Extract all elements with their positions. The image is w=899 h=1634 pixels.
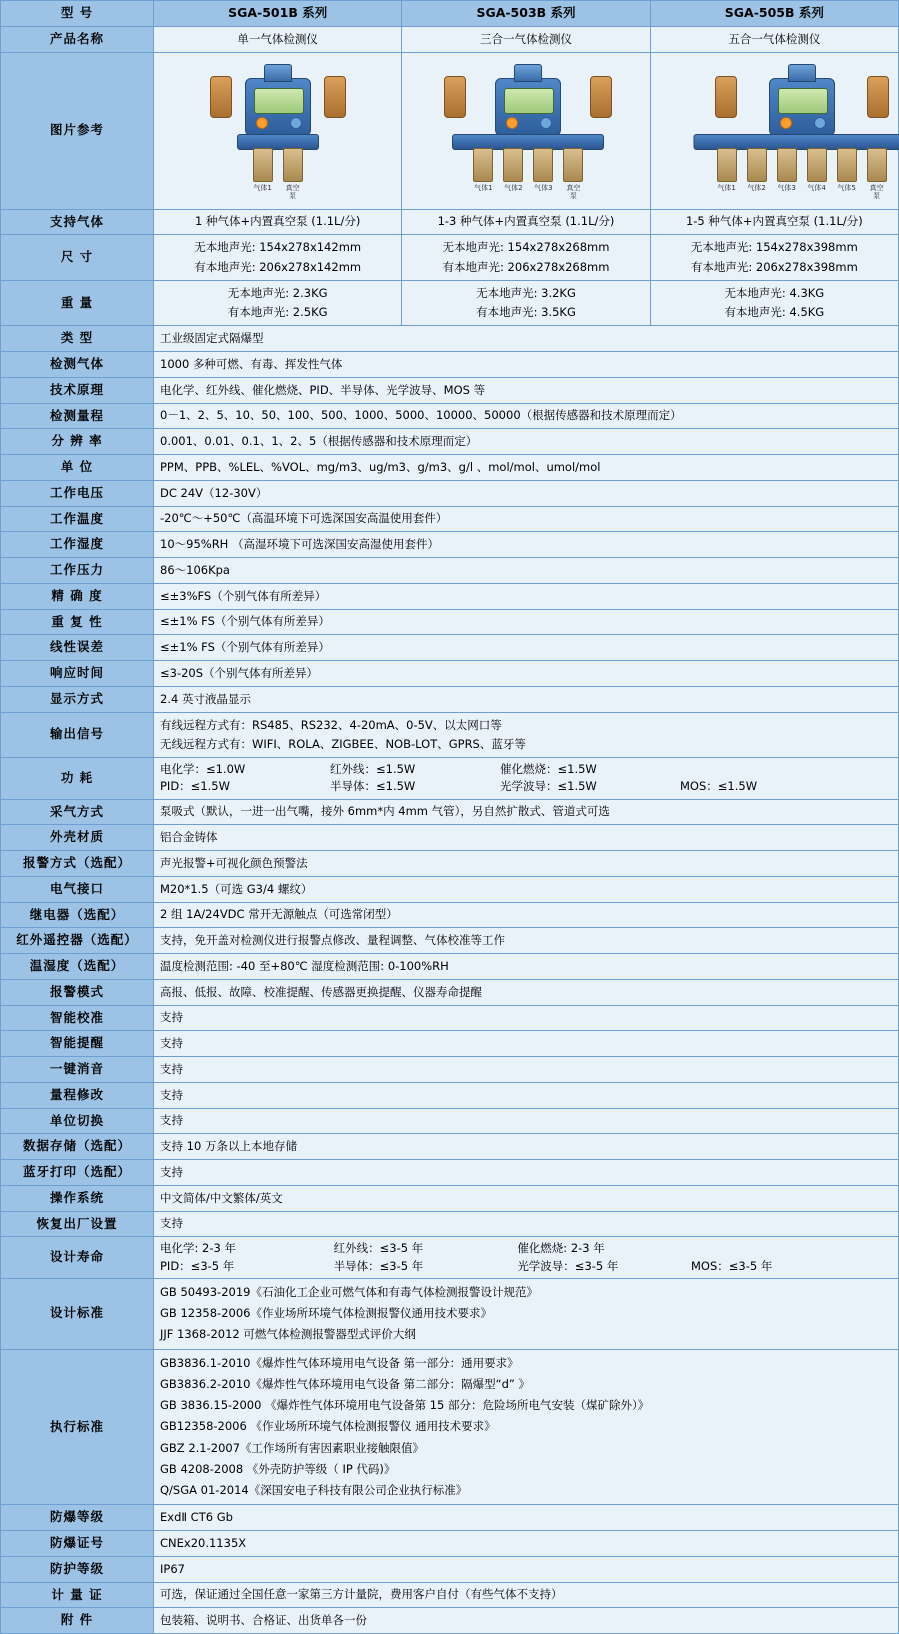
table-row-ip-grade — [1, 1556, 899, 1582]
size-3 — [650, 235, 898, 281]
row-label-os: 操作系统 — [1, 1185, 154, 1211]
row-label-accessories: 附 件 — [1, 1608, 154, 1634]
port-barrel — [253, 148, 273, 182]
table-row-output-signal — [1, 712, 899, 758]
table-row-accuracy — [1, 583, 899, 609]
factory-reset-value: 支持 — [154, 1211, 899, 1237]
port-barrel — [503, 148, 523, 182]
port-label: 气体5 — [837, 183, 856, 192]
weight-no-alarm-3: 无本地声光: 4.3KG — [724, 285, 825, 300]
table-row-accessories — [1, 1608, 899, 1634]
power-semiconductor: 半导体：≤1.5W — [330, 779, 416, 794]
ip-grade-value: IP67 — [154, 1556, 899, 1582]
port-label: 气体1 — [717, 183, 736, 192]
row-label-range-modify: 量程修改 — [1, 1082, 154, 1108]
device-led-blue — [540, 117, 552, 129]
device-side-cap-right — [867, 76, 889, 118]
table-row-relay-opt — [1, 902, 899, 928]
device-ports-3 — [657, 148, 899, 200]
electrical-port-value: M20*1.5（可选 G3/4 螺纹） — [154, 876, 899, 902]
table-row-alarm-mode — [1, 979, 899, 1005]
ex-grade-value: ExdⅡ CT6 Gb — [154, 1505, 899, 1531]
product-name-1: 单一气体检测仪 — [154, 26, 402, 52]
power-optical-waveguide: 光学波导：≤1.5W — [500, 779, 597, 794]
size-no-alarm-2: 无本地声光: 154x278x268mm — [442, 240, 610, 255]
size-no-alarm-1: 无本地声光: 154x278x142mm — [194, 240, 362, 255]
row-label-detect-range: 检测量程 — [1, 403, 154, 429]
row-label-shell-material: 外壳材质 — [1, 825, 154, 851]
life-electrochemical: 电化学: 2-3 年 — [160, 1241, 236, 1256]
port-label: 气体2 — [747, 183, 766, 192]
resolution-value: 0.001、0.01、0.1、1、2、5（根据传感器和技术原理而定） — [154, 429, 899, 455]
device-port — [533, 148, 553, 200]
product-name-2: 三合一气体检测仪 — [402, 26, 650, 52]
row-label-display: 显示方式 — [1, 686, 154, 712]
size-1 — [154, 235, 402, 281]
model-col-2: SGA-503B 系列 — [402, 1, 650, 27]
unit-value: PPM、PPB、%LEL、%VOL、mg/m3、ug/m3、g/m3、g/l 、mol/mol、umol/mol — [154, 455, 899, 481]
row-label-alarm-mode: 报警模式 — [1, 979, 154, 1005]
accuracy-value: ≤±3%FS（个别气体有所差异） — [154, 583, 899, 609]
power-line-1 — [160, 761, 892, 778]
design-standard-item: GB 50493-2019《石油化工企业可燃气体和有毒气体检测报警设计规范》 — [160, 1284, 538, 1299]
table-row-unit — [1, 455, 899, 481]
table-row-work-humidity — [1, 532, 899, 558]
model-col-1: SGA-501B 系列 — [154, 1, 402, 27]
row-label-image-reference: 图片参考 — [1, 52, 154, 209]
range-modify-value: 支持 — [154, 1082, 899, 1108]
power-consumption-value — [154, 758, 899, 800]
row-label-smart-calibration: 智能校准 — [1, 1005, 154, 1031]
one-key-mute-value: 支持 — [154, 1057, 899, 1083]
weight-2 — [402, 280, 650, 326]
row-label-tech-principle: 技术原理 — [1, 377, 154, 403]
support-gas-3: 1-5 种气体+内置真空泵 (1.1L/分) — [650, 209, 898, 235]
accessories-value: 包装箱、说明书、合格证、出货单各一份 — [154, 1608, 899, 1634]
category-value: 工业级固定式隔爆型 — [154, 326, 899, 352]
support-gas-1: 1 种气体+内置真空泵 (1.1L/分) — [154, 209, 402, 235]
life-pid: PID：≤3-5 年 — [160, 1258, 235, 1273]
device-image-3 — [650, 52, 898, 209]
row-label-work-pressure: 工作压力 — [1, 558, 154, 584]
device-port — [283, 148, 303, 200]
row-label-one-key-mute: 一键消音 — [1, 1057, 154, 1083]
data-storage-opt-value: 支持 10 万条以上本地存储 — [154, 1134, 899, 1160]
weight-with-alarm-1: 有本地声光: 2.5KG — [227, 305, 328, 319]
device-led-orange — [256, 117, 268, 129]
row-label-ir-remote-opt: 红外遥控器（选配） — [1, 928, 154, 954]
table-row-shell-material — [1, 825, 899, 851]
row-label-category: 类 型 — [1, 326, 154, 352]
execution-standard-item: GB 3836.15-2000 《爆炸性气体环境用电气设备第 15 部分：危险场所电气安装（煤矿除外）》 — [160, 1398, 650, 1412]
table-row-bluetooth-print-opt — [1, 1160, 899, 1186]
row-label-bluetooth-print-opt: 蓝牙打印（选配） — [1, 1160, 154, 1186]
power-mos: MOS：≤1.5W — [680, 779, 758, 794]
port-barrel — [473, 148, 493, 182]
table-row-weight — [1, 280, 899, 326]
alarm-mode-opt-value: 声光报警+可视化颜色预警法 — [154, 851, 899, 877]
os-value: 中文简体/中文繁体/英文 — [154, 1185, 899, 1211]
output-signal-wired: 有线远程方式有：RS485、RS232、4-20mA、0-5V、以太网口等 — [160, 717, 502, 732]
execution-standard-item: GB 4208-2008 《外壳防护等级（ IP 代码)》 — [160, 1461, 396, 1476]
table-row-execution-standard — [1, 1349, 899, 1505]
design-standard-item: GB 12358-2006《作业场所环境气体检测报警仪通用技术要求》 — [160, 1306, 492, 1320]
device-image-1 — [154, 52, 402, 209]
row-label-product-name: 产品名称 — [1, 26, 154, 52]
ex-cert-no-value: CNEx20.1135X — [154, 1531, 899, 1557]
table-row-smart-calibration — [1, 1005, 899, 1031]
metrology-cert-value: 可选，保证通过全国任意一家第三方计量院，费用客户自付（有些气体不支持） — [154, 1582, 899, 1608]
detect-gas-value: 1000 多种可燃、有毒、挥发性气体 — [154, 352, 899, 378]
row-label-detect-gas: 检测气体 — [1, 352, 154, 378]
device-port — [503, 148, 523, 200]
sampling-value: 泵吸式（默认，一进一出气嘴，接外 6mm*内 4mm 气管），另自然扩散式、管道式可选 — [154, 799, 899, 825]
power-infrared: 红外线：≤1.5W — [330, 762, 416, 776]
response-time-value: ≤3-20S（个别气体有所差异） — [154, 661, 899, 687]
row-label-alarm-mode-opt: 报警方式（选配） — [1, 851, 154, 877]
power-electrochemical: 电化学：≤1.0W — [160, 762, 246, 776]
bluetooth-print-opt-value: 支持 — [154, 1160, 899, 1186]
device-led-orange — [780, 117, 792, 129]
table-row-metrology-cert — [1, 1582, 899, 1608]
device-image-2 — [402, 52, 650, 209]
device-body — [245, 78, 311, 136]
design-life-line-2 — [160, 1258, 892, 1275]
table-row-sampling — [1, 799, 899, 825]
table-row-design-life — [1, 1237, 899, 1279]
power-pid: PID：≤1.5W — [160, 779, 230, 794]
row-label-power-consumption: 功 耗 — [1, 758, 154, 800]
row-label-sampling: 采气方式 — [1, 799, 154, 825]
device-ports-1 — [188, 148, 368, 200]
row-label-temp-humidity-opt: 温湿度（选配） — [1, 954, 154, 980]
execution-standard-item: GBZ 2.1-2007《工作场所有害因素职业接触限值》 — [160, 1440, 425, 1455]
row-label-ex-grade: 防爆等级 — [1, 1505, 154, 1531]
smart-calibration-value: 支持 — [154, 1005, 899, 1031]
port-barrel — [283, 148, 303, 182]
row-label-work-voltage: 工作电压 — [1, 480, 154, 506]
table-row-unit-switch — [1, 1108, 899, 1134]
table-row-product-name — [1, 26, 899, 52]
table-row-ex-grade — [1, 1505, 899, 1531]
weight-3 — [650, 280, 898, 326]
table-row-work-voltage — [1, 480, 899, 506]
row-label-work-temp: 工作温度 — [1, 506, 154, 532]
size-with-alarm-1: 有本地声光: 206x278x142mm — [194, 259, 362, 274]
table-row-detect-range — [1, 403, 899, 429]
device-port — [747, 148, 767, 200]
ir-remote-opt-value: 支持，免开盖对检测仪进行报警点修改、量程调整、气体校准等工作 — [154, 928, 899, 954]
port-barrel — [807, 148, 827, 182]
table-row-electrical-port — [1, 876, 899, 902]
design-life-value — [154, 1237, 899, 1279]
relay-opt-value: 2 组 1A/24VDC 常开无源触点（可选常闭型） — [154, 902, 899, 928]
device-port — [253, 148, 273, 200]
row-label-design-life: 设计寿命 — [1, 1237, 154, 1279]
table-row-resolution — [1, 429, 899, 455]
table-row-ex-cert-no — [1, 1531, 899, 1557]
row-label-accuracy: 精 确 度 — [1, 583, 154, 609]
table-row-range-modify — [1, 1082, 899, 1108]
power-catalytic: 催化燃烧：≤1.5W — [500, 762, 597, 776]
table-row-work-temp — [1, 506, 899, 532]
support-gas-2: 1-3 种气体+内置真空泵 (1.1L/分) — [402, 209, 650, 235]
unit-switch-value: 支持 — [154, 1108, 899, 1134]
row-label-factory-reset: 恢复出厂设置 — [1, 1211, 154, 1237]
output-signal-wireless: 无线远程方式有：WIFI、ROLA、ZIGBEE、NOB-LOT、GPRS、蓝牙等 — [160, 736, 526, 751]
table-row-model — [1, 1, 899, 27]
table-row-alarm-mode-opt — [1, 851, 899, 877]
size-with-alarm-2: 有本地声光: 206x278x268mm — [442, 259, 610, 274]
device-ports-2 — [408, 148, 648, 200]
design-standard-value — [154, 1278, 899, 1349]
life-semiconductor: 半导体：≤3-5 年 — [333, 1258, 424, 1273]
table-row-ir-remote-opt — [1, 928, 899, 954]
table-row-one-key-mute — [1, 1057, 899, 1083]
size-no-alarm-3: 无本地声光: 154x278x398mm — [690, 240, 858, 255]
row-label-response-time: 响应时间 — [1, 661, 154, 687]
alarm-mode-value: 高报、低报、故障、校准提醒、传感器更换提醒、仪器寿命提醒 — [154, 979, 899, 1005]
device-led-orange — [506, 117, 518, 129]
row-label-output-signal: 输出信号 — [1, 712, 154, 758]
device-side-cap-left — [444, 76, 466, 118]
detect-range-value: 0－1、2、5、10、50、100、500、1000、5000、10000、50000（根据传感器和技术原理而定） — [154, 403, 899, 429]
port-label: 气体4 — [807, 183, 826, 192]
table-row-temp-humidity-opt — [1, 954, 899, 980]
port-barrel — [533, 148, 553, 182]
tech-principle-value: 电化学、红外线、催化燃烧、PID、半导体、光学波导、MOS 等 — [154, 377, 899, 403]
row-label-size: 尺 寸 — [1, 235, 154, 281]
table-row-data-storage-opt — [1, 1134, 899, 1160]
device-side-cap-left — [210, 76, 232, 118]
row-label-work-humidity: 工作湿度 — [1, 532, 154, 558]
table-row-smart-reminder — [1, 1031, 899, 1057]
table-row-size — [1, 235, 899, 281]
life-optical-waveguide: 光学波导：≤3-5 年 — [517, 1258, 619, 1273]
table-row-linear-error — [1, 635, 899, 661]
device-top-cap — [514, 64, 542, 82]
life-infrared: 红外线：≤3-5 年 — [333, 1241, 424, 1256]
life-catalytic: 催化燃烧: 2-3 年 — [517, 1241, 605, 1256]
device-body — [495, 78, 561, 136]
work-temp-value: -20℃～+50℃（高温环境下可选深国安高温使用套件） — [154, 506, 899, 532]
size-2 — [402, 235, 650, 281]
port-label: 气体2 — [504, 183, 523, 192]
device-screen — [254, 88, 304, 114]
power-line-2 — [160, 778, 892, 795]
table-row-display — [1, 686, 899, 712]
row-label-unit: 单 位 — [1, 455, 154, 481]
life-mos: MOS：≤3-5 年 — [690, 1258, 773, 1273]
row-label-unit-switch: 单位切换 — [1, 1108, 154, 1134]
execution-standard-value — [154, 1349, 899, 1505]
weight-1 — [154, 280, 402, 326]
row-label-ip-grade: 防护等级 — [1, 1556, 154, 1582]
port-label: 真空泵 — [869, 183, 884, 200]
device-illustration-2 — [408, 56, 648, 206]
row-label-design-standard: 设计标准 — [1, 1278, 154, 1349]
weight-no-alarm-1: 无本地声光: 2.3KG — [227, 285, 328, 300]
linear-error-value: ≤±1% FS（个别气体有所差异） — [154, 635, 899, 661]
table-row-tech-principle — [1, 377, 899, 403]
weight-with-alarm-2: 有本地声光: 3.5KG — [476, 305, 576, 319]
weight-with-alarm-3: 有本地声光: 4.5KG — [724, 305, 825, 319]
port-label: 气体3 — [534, 183, 553, 192]
execution-standard-item: GB12358-2006 《作业场所环境气体检测报警仪 通用技术要求》 — [160, 1419, 496, 1434]
port-barrel — [837, 148, 857, 182]
table-row-category — [1, 326, 899, 352]
port-label: 气体1 — [253, 183, 272, 192]
port-label: 气体3 — [777, 183, 796, 192]
row-label-linear-error: 线性误差 — [1, 635, 154, 661]
table-row-repeatability — [1, 609, 899, 635]
device-port — [563, 148, 583, 200]
table-row-support-gas — [1, 209, 899, 235]
table-row-power-consumption — [1, 758, 899, 800]
device-side-cap-left — [715, 76, 737, 118]
design-life-line-1 — [160, 1240, 892, 1257]
device-illustration-1 — [188, 56, 368, 206]
port-barrel — [867, 148, 887, 182]
device-port — [777, 148, 797, 200]
device-port — [867, 148, 887, 200]
device-led-blue — [814, 117, 826, 129]
execution-standard-item: GB3836.1-2010《爆炸性气体环境用电气设备 第一部分：通用要求》 — [160, 1355, 519, 1370]
execution-standard-item: GB3836.2-2010《爆炸性气体环境用电气设备 第二部分：隔爆型“d” 》 — [160, 1376, 530, 1391]
row-label-ex-cert-no: 防爆证号 — [1, 1531, 154, 1557]
table-row-detect-gas — [1, 352, 899, 378]
port-barrel — [717, 148, 737, 182]
repeatability-value: ≤±1% FS（个别气体有所差异） — [154, 609, 899, 635]
work-pressure-value: 86～106Kpa — [154, 558, 899, 584]
row-label-electrical-port: 电气接口 — [1, 876, 154, 902]
table-row-response-time — [1, 661, 899, 687]
table-row-factory-reset — [1, 1211, 899, 1237]
model-col-3: SGA-505B 系列 — [650, 1, 898, 27]
row-label-smart-reminder: 智能提醒 — [1, 1031, 154, 1057]
device-port — [837, 148, 857, 200]
device-screen — [778, 88, 828, 114]
port-barrel — [777, 148, 797, 182]
device-body — [769, 78, 835, 136]
device-side-cap-right — [590, 76, 612, 118]
row-label-support-gas: 支持气体 — [1, 209, 154, 235]
device-illustration-3 — [657, 56, 899, 206]
output-signal-value — [154, 712, 899, 758]
port-label: 气体1 — [474, 183, 493, 192]
shell-material-value: 铝合金铸体 — [154, 825, 899, 851]
port-label: 真空泵 — [285, 183, 300, 200]
row-label-resolution: 分 辨 率 — [1, 429, 154, 455]
device-led-blue — [290, 117, 302, 129]
port-barrel — [563, 148, 583, 182]
row-label-relay-opt: 继电器（选配） — [1, 902, 154, 928]
row-label-data-storage-opt: 数据存储（选配） — [1, 1134, 154, 1160]
row-label-model: 型 号 — [1, 1, 154, 27]
design-standard-item: JJF 1368-2012 可燃气体检测报警器型式评价大纲 — [160, 1327, 416, 1342]
size-with-alarm-3: 有本地声光: 206x278x398mm — [690, 259, 858, 274]
device-top-cap — [788, 64, 816, 82]
work-humidity-value: 10～95%RH （高湿环境下可选深国安高湿使用套件） — [154, 532, 899, 558]
temp-humidity-opt-value: 温度检测范围: -40 至+80℃ 湿度检测范围: 0-100%RH — [154, 954, 899, 980]
smart-reminder-value: 支持 — [154, 1031, 899, 1057]
device-screen — [504, 88, 554, 114]
execution-standard-item: Q/SGA 01-2014《深国安电子科技有限公司企业执行标准》 — [160, 1483, 468, 1497]
row-label-weight: 重 量 — [1, 280, 154, 326]
table-row-os — [1, 1185, 899, 1211]
device-side-cap-right — [324, 76, 346, 118]
work-voltage-value: DC 24V（12-30V） — [154, 480, 899, 506]
port-label: 真空泵 — [566, 183, 581, 200]
port-barrel — [747, 148, 767, 182]
device-top-cap — [264, 64, 292, 82]
product-name-3: 五合一气体检测仪 — [650, 26, 898, 52]
device-port — [473, 148, 493, 200]
row-label-repeatability: 重 复 性 — [1, 609, 154, 635]
device-port — [807, 148, 827, 200]
table-row-image-reference — [1, 52, 899, 209]
table-row-design-standard — [1, 1278, 899, 1349]
weight-no-alarm-2: 无本地声光: 3.2KG — [476, 285, 576, 300]
row-label-metrology-cert: 计 量 证 — [1, 1582, 154, 1608]
row-label-execution-standard: 执行标准 — [1, 1349, 154, 1505]
table-row-work-pressure — [1, 558, 899, 584]
display-value: 2.4 英寸液晶显示 — [154, 686, 899, 712]
device-port — [717, 148, 737, 200]
